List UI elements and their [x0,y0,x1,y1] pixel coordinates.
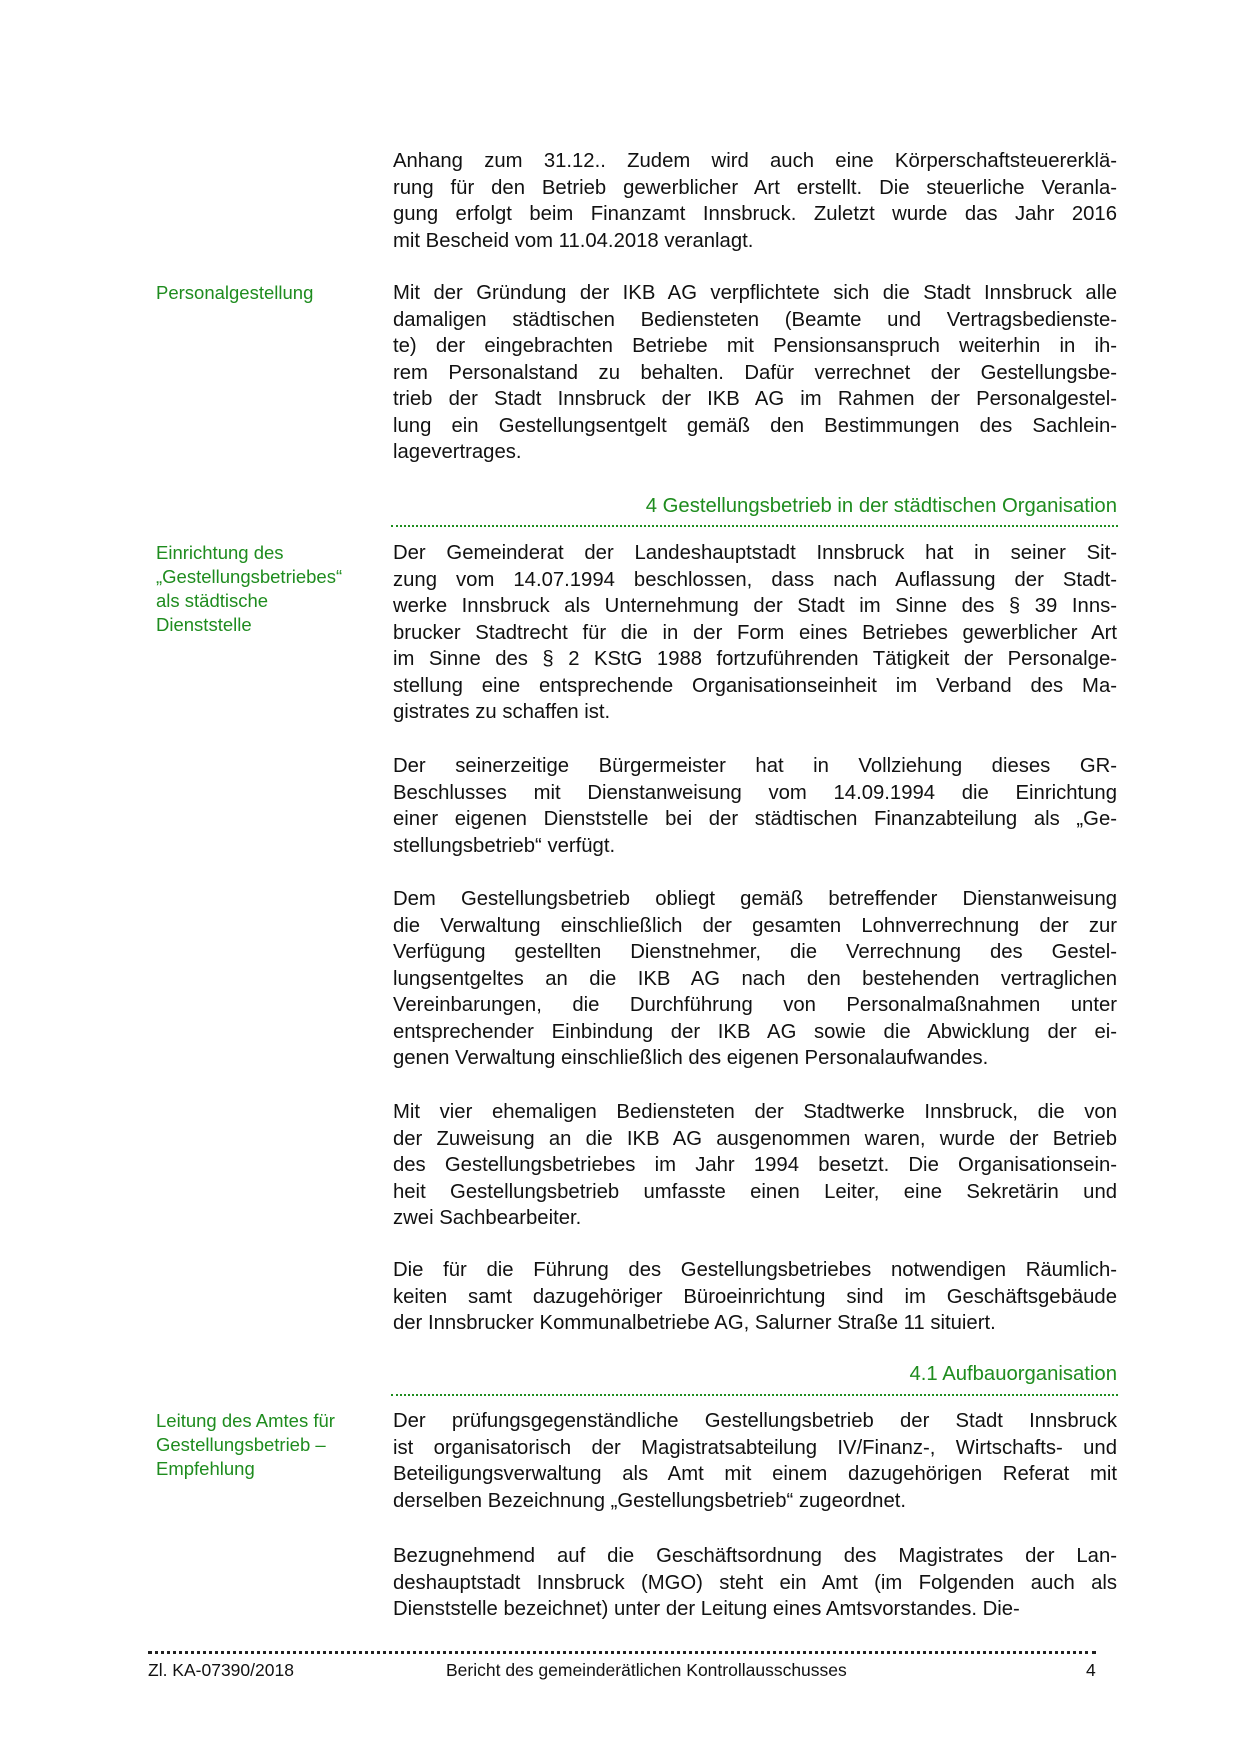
margin-note-line: Empfehlung [156,1458,255,1479]
paragraph [393,886,1117,1072]
paragraph [393,1257,1117,1337]
text-line: Der seinerzeitige Bürgermeister hat in Vollziehung dieses GR- [393,755,1117,777]
text-line: gung erfolgt beim Finanzamt Innsbruck. Zuletzt wurde das Jahr 2016 [393,203,1117,225]
margin-note-line: Gestellungsbetrieb – [156,1434,326,1455]
paragraph [393,148,1117,254]
section-heading-4-1: 4.1 Aufbauorganisation [909,1363,1117,1385]
paragraph [393,753,1117,859]
text-line: brucker Stadtrecht für die in der Form eines Betriebes gewerblicher Art [393,621,1117,644]
margin-note-leitung [156,1409,371,1481]
text-line: die Verwaltung einschließlich der gesamten Lohnverrechnung der zur [393,914,1117,937]
text-line: mit Bescheid vom 11.04.2018 veranlagt. [393,229,754,252]
text-line: Mit vier ehemaligen Bediensteten der Stadtwerke Innsbruck, die von [393,1101,1117,1123]
text-line: genen Verwaltung einschließlich des eigenen Personalaufwandes. [393,1047,989,1069]
text-line: derselben Bezeichnung „Gestellungsbetrieb“ zugeordnet. [393,1489,906,1512]
footer-divider [148,1651,1096,1654]
paragraph [393,280,1117,466]
text-line: der Innsbrucker Kommunalbetriebe AG, Salurner Straße 11 situiert. [393,1312,996,1334]
margin-note-line: Dienststelle [156,614,252,635]
footer-reference: Zl. KA-07390/2018 [148,1660,294,1680]
margin-note-einrichtung [156,541,371,637]
text-line: stellung eine entsprechende Organisationseinheit im Verband des Ma- [393,674,1117,697]
section-heading-4: 4 Gestellungsbetrieb in der städtischen Organisation [645,495,1117,517]
text-line: keiten samt dazugehöriger Büroeinrichtung sind im Geschäftsgebäude [393,1285,1117,1308]
text-line: Der Gemeinderat der Landeshauptstadt Innsbruck hat in seiner Sit- [393,542,1117,564]
margin-note-line: Personalgestellung [156,282,314,303]
text-line: Anhang zum 31.12.. Zudem wird auch eine Körperschaftsteuererklä- [393,150,1117,172]
text-line: im Sinne des § 2 KStG 1988 fortzuführenden Tätigkeit der Personalge- [393,648,1117,670]
text-line: des Gestellungsbetriebes im Jahr 1994 besetzt. Die Organisationsein- [393,1154,1117,1176]
footer-title: Bericht des gemeinderätlichen Kontrollausschusses [446,1660,847,1680]
text-line: lagevertrages. [393,441,522,463]
text-line: Bezugnehmend auf die Geschäftsordnung des Magistrates der Lan- [393,1545,1117,1567]
section-divider [391,525,1118,527]
text-line: stellungsbetrieb“ verfügt. [393,834,616,857]
text-line: Die für die Führung des Gestellungsbetriebes notwendigen Räumlich- [393,1259,1117,1281]
paragraph [393,1408,1117,1514]
margin-note-line: Einrichtung des [156,542,284,563]
text-line: Mit der Gründung der IKB AG verpflichtete sich die Stadt Innsbruck alle [393,282,1117,304]
text-line: ist organisatorisch der Magistratsabteilung IV/Finanz-, Wirtschafts- und [393,1436,1117,1459]
text-line: Beteiligungsverwaltung als Amt mit einem dazugehörigen Referat mit [393,1463,1117,1485]
text-line: gistrates zu schaffen ist. [393,701,611,723]
margin-note-line: „Gestellungsbetriebes“ [156,566,343,587]
text-line: Verfügung gestellten Dienstnehmer, die Verrechnung des Gestel- [393,941,1117,963]
text-line: lungsentgeltes an die IKB AG nach den bestehenden vertraglichen [393,967,1117,990]
text-line: entsprechender Einbindung der IKB AG sowie die Abwicklung der ei- [393,1020,1117,1043]
margin-note-personalgestellung [156,281,371,305]
section-divider [391,1394,1118,1396]
text-line: Der prüfungsgegenständliche Gestellungsbetrieb der Stadt Innsbruck [393,1410,1117,1432]
text-line: Dem Gestellungsbetrieb obliegt gemäß betreffender Dienstanweisung [393,888,1117,910]
margin-note-line: als städtische [156,590,269,611]
text-line: damaligen städtischen Bediensteten (Beamte und Vertragsbedienste- [393,308,1117,331]
text-line: Vereinbarungen, die Durchführung von Personalmaßnahmen unter [393,994,1117,1016]
margin-note-line: Leitung des Amtes für [156,1410,335,1431]
page-number: 4 [1086,1660,1096,1680]
text-line: te) der eingebrachten Betriebe mit Pensionsanspruch weiterhin in ih- [393,335,1117,357]
paragraph [393,1099,1117,1232]
text-line: trieb der Stadt Innsbruck der IKB AG im Rahmen der Personalgestel- [393,388,1117,410]
text-line: zung vom 14.07.1994 beschlossen, dass nach Auflassung der Stadt- [393,568,1117,591]
paragraph [393,1543,1117,1623]
text-line: deshauptstadt Innsbruck (MGO) steht ein Amt (im Folgenden auch als [393,1571,1117,1594]
text-line: werke Innsbruck als Unternehmung der Stadt im Sinne des § 39 Inns- [393,595,1117,617]
text-line: einer eigenen Dienststelle bei der städtischen Finanzabteilung als „Ge- [393,808,1117,830]
paragraph [393,540,1117,726]
text-line: Dienststelle bezeichnet) unter der Leitung eines Amtsvorstandes. Die- [393,1598,1020,1620]
text-line: lung ein Gestellungsentgelt gemäß den Bestimmungen des Sachlein- [393,414,1117,437]
text-line: der Zuweisung an die IKB AG ausgenommen waren, wurde der Betrieb [393,1127,1117,1150]
text-line: Beschlusses mit Dienstanweisung vom 14.09.1994 die Einrichtung [393,781,1117,804]
text-line: rem Personalstand zu behalten. Dafür verrechnet der Gestellungsbe- [393,361,1117,384]
text-line: heit Gestellungsbetrieb umfasste einen Leiter, eine Sekretärin und [393,1180,1117,1203]
text-line: zwei Sachbearbeiter. [393,1207,582,1229]
text-line: rung für den Betrieb gewerblicher Art erstellt. Die steuerliche Veranla- [393,176,1117,199]
